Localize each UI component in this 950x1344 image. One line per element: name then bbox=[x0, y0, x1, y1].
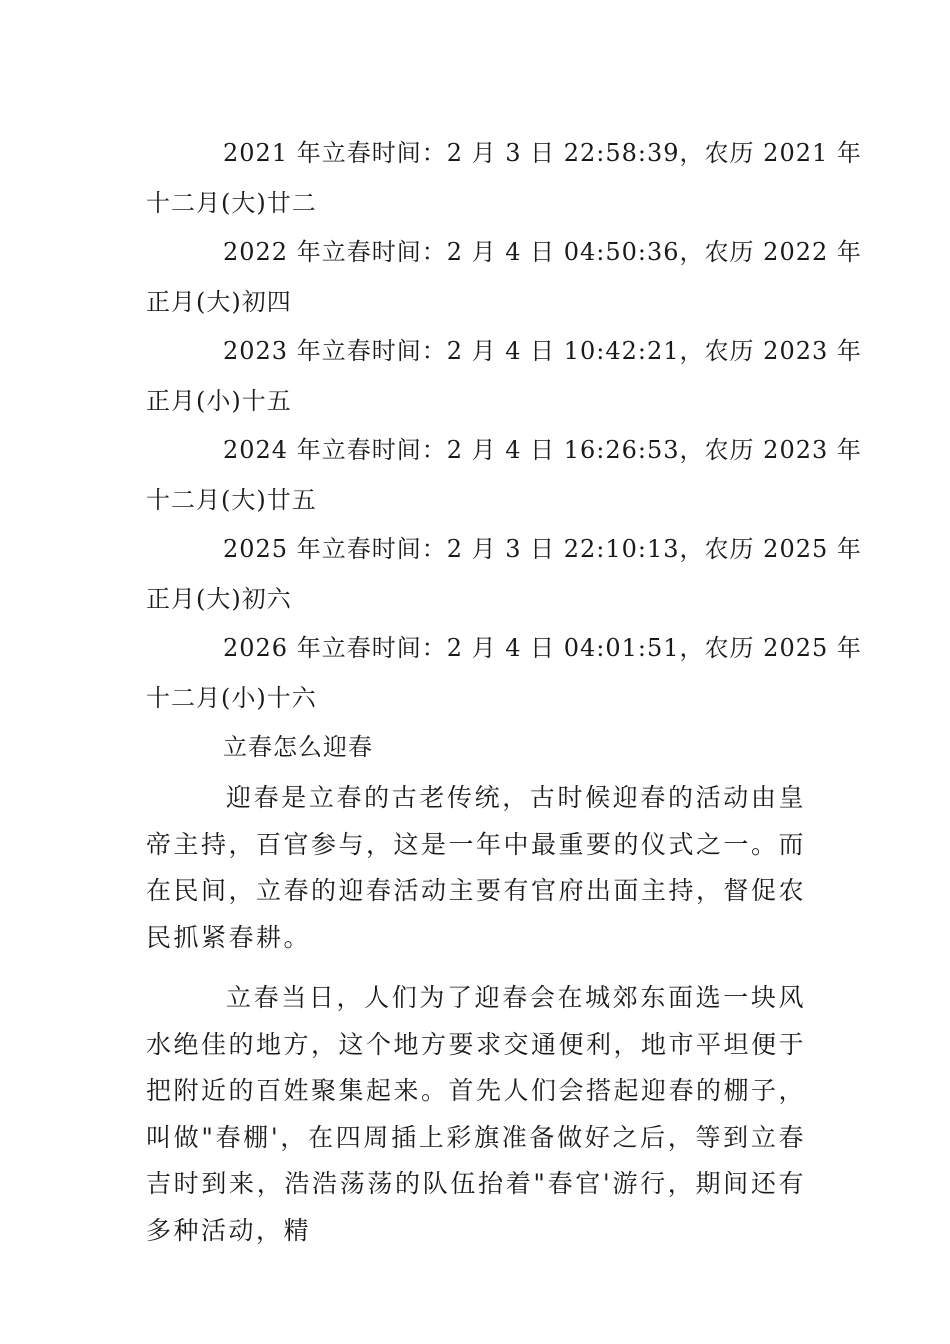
entry-line-1: 2026 年立春时间：2 月 4 日 04:01:51，农历 2025 年 bbox=[223, 634, 862, 662]
entry-line-2: 正月(小)十五 bbox=[146, 387, 292, 415]
paragraph-spring-day-activities: 立春当日，人们为了迎春会在城郊东面选一块风水绝佳的地方，这个地方要求交通便利，地市平坦便于把附近的百姓聚集起来。首先人们会搭起迎春的棚子，叫做"春棚'，在四周插上彩旗准备做好之后，等到立春吉时到来，浩浩荡荡的队伍抬着"春官'游行，期间还有多种活动，精 bbox=[146, 983, 807, 1245]
entry-line-2: 十二月(大)廿二 bbox=[146, 189, 317, 217]
section-heading: 立春怎么迎春 bbox=[223, 733, 373, 761]
solar-term-entry-2025 bbox=[146, 524, 862, 624]
entry-line-2: 正月(大)初六 bbox=[146, 585, 292, 613]
solar-term-entry-2023 bbox=[146, 326, 862, 426]
entry-line-2: 十二月(小)十六 bbox=[146, 684, 317, 712]
paragraph-spring-welcoming-tradition: 迎春是立春的古老传统，古时候迎春的活动由皇帝主持，百官参与，这是一年中最重要的仪式之一。而在民间，立春的迎春活动主要有官府出面主持，督促农民抓紧春耕。 bbox=[146, 783, 807, 952]
entry-line-1: 2021 年立春时间：2 月 3 日 22:58:39，农历 2021 年 bbox=[223, 139, 862, 167]
entry-line-1: 2024 年立春时间：2 月 4 日 16:26:53，农历 2023 年 bbox=[223, 436, 862, 464]
entry-line-2: 十二月(大)廿五 bbox=[146, 486, 317, 514]
entry-line-1: 2025 年立春时间：2 月 3 日 22:10:13，农历 2025 年 bbox=[223, 535, 862, 563]
solar-term-entry-2022 bbox=[146, 227, 862, 327]
entry-line-2: 正月(大)初四 bbox=[146, 288, 292, 316]
solar-term-entry-2021 bbox=[146, 128, 862, 228]
entry-line-1: 2023 年立春时间：2 月 4 日 10:42:21，农历 2023 年 bbox=[223, 337, 862, 365]
entry-line-1: 2022 年立春时间：2 月 4 日 04:50:36，农历 2022 年 bbox=[223, 238, 862, 266]
solar-term-entry-2024 bbox=[146, 425, 862, 525]
solar-term-entry-2026 bbox=[146, 623, 862, 723]
